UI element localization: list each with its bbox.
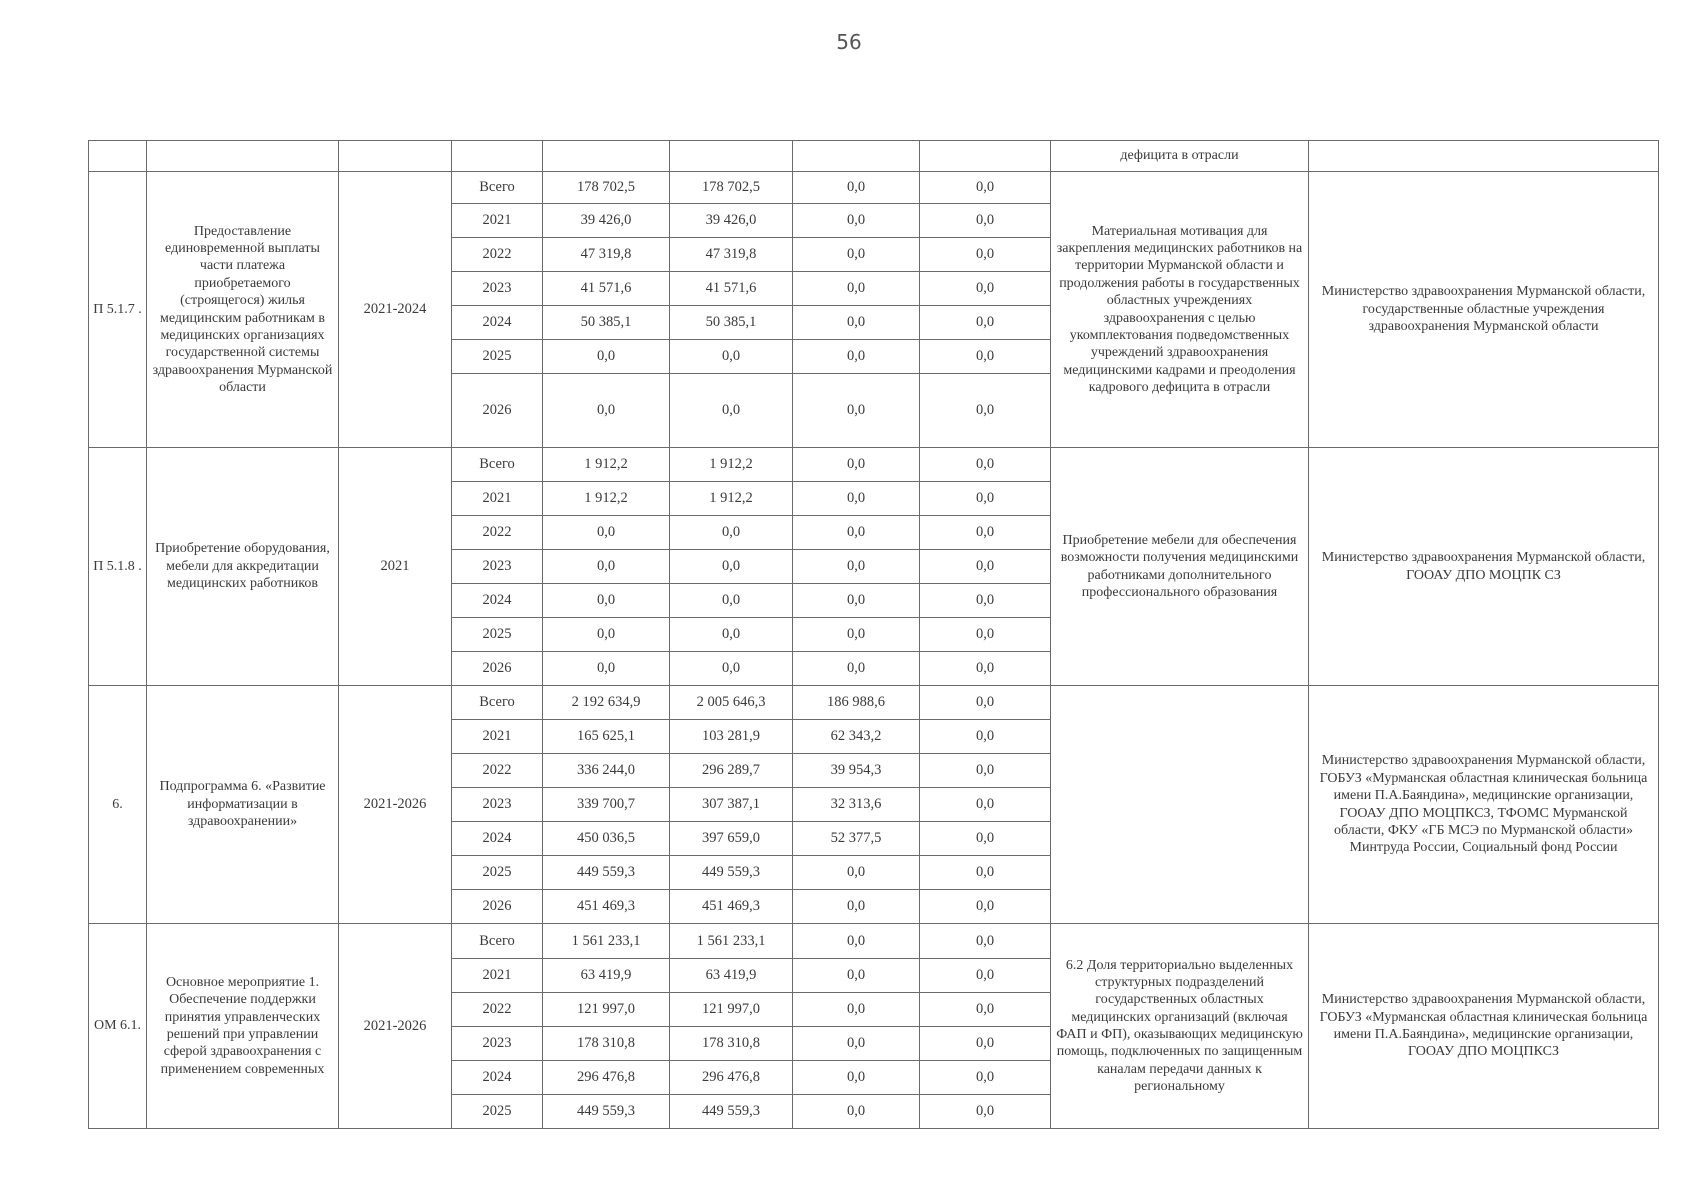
other-cell: 0,0 bbox=[920, 856, 1051, 890]
year-cell: 2023 bbox=[452, 272, 543, 306]
name-cell bbox=[147, 141, 339, 172]
section-name: Приобретение оборудования, мебели для аккредитации медицинских работников bbox=[147, 448, 339, 686]
total-cell: 336 244,0 bbox=[543, 754, 670, 788]
total-cell: 41 571,6 bbox=[543, 272, 670, 306]
regional-cell: 103 281,9 bbox=[670, 720, 793, 754]
regional-cell: 449 559,3 bbox=[670, 1095, 793, 1129]
table-row bbox=[89, 172, 1659, 204]
regional-cell: 41 571,6 bbox=[670, 272, 793, 306]
other-cell: 0,0 bbox=[920, 1027, 1051, 1061]
other-cell: 0,0 bbox=[920, 890, 1051, 924]
total-cell: 450 036,5 bbox=[543, 822, 670, 856]
regional-cell: 178 310,8 bbox=[670, 1027, 793, 1061]
section-executor: Министерство здравоохранения Мурманской области, государственные областные учреждения здравоохранения Мурманской области bbox=[1309, 172, 1659, 448]
federal-cell: 32 313,6 bbox=[793, 788, 920, 822]
section-result: Материальная мотивация для закрепления медицинских работников на территории Мурманской области и продолжения работы в государственных областных учреждениях здравоохранения с целью укомплектования подведомственных учреждений здравоохранения медицинскими кадрами и преодоления кадрового дефицита в отрасли bbox=[1051, 172, 1309, 448]
federal-cell: 0,0 bbox=[793, 374, 920, 448]
year-cell: 2024 bbox=[452, 822, 543, 856]
federal-cell: 0,0 bbox=[793, 924, 920, 959]
other-cell: 0,0 bbox=[920, 340, 1051, 374]
regional-cell: 0,0 bbox=[670, 550, 793, 584]
year-cell: Всего bbox=[452, 924, 543, 959]
year-cell: 2025 bbox=[452, 340, 543, 374]
other-cell: 0,0 bbox=[920, 448, 1051, 482]
other-cell: 0,0 bbox=[920, 720, 1051, 754]
regional-cell: 449 559,3 bbox=[670, 856, 793, 890]
page-number: 56 bbox=[836, 30, 862, 54]
other-cell: 0,0 bbox=[920, 306, 1051, 340]
year-cell: 2022 bbox=[452, 238, 543, 272]
federal-cell: 0,0 bbox=[793, 550, 920, 584]
other-cell: 0,0 bbox=[920, 516, 1051, 550]
year-cell bbox=[452, 141, 543, 172]
federal-cell: 39 954,3 bbox=[793, 754, 920, 788]
total-cell: 121 997,0 bbox=[543, 993, 670, 1027]
regional-cell: 1 561 233,1 bbox=[670, 924, 793, 959]
year-cell: 2021 bbox=[452, 959, 543, 993]
year-cell: 2024 bbox=[452, 1061, 543, 1095]
year-cell: 2026 bbox=[452, 890, 543, 924]
year-cell: 2021 bbox=[452, 482, 543, 516]
other-cell: 0,0 bbox=[920, 822, 1051, 856]
section-result: Приобретение мебели для обеспечения возможности получения медицинскими работниками дополнительного профессионального образования bbox=[1051, 448, 1309, 686]
year-cell: 2024 bbox=[452, 306, 543, 340]
regional-cell: 63 419,9 bbox=[670, 959, 793, 993]
other-cell: 0,0 bbox=[920, 924, 1051, 959]
total-cell: 47 319,8 bbox=[543, 238, 670, 272]
federal-cell: 0,0 bbox=[793, 584, 920, 618]
total-cell: 1 561 233,1 bbox=[543, 924, 670, 959]
total-cell: 339 700,7 bbox=[543, 788, 670, 822]
regional-cell bbox=[670, 141, 793, 172]
other-cell: 0,0 bbox=[920, 584, 1051, 618]
federal-cell: 0,0 bbox=[793, 204, 920, 238]
total-cell bbox=[543, 141, 670, 172]
federal-cell: 0,0 bbox=[793, 1095, 920, 1129]
other-cell: 0,0 bbox=[920, 238, 1051, 272]
other-cell bbox=[920, 141, 1051, 172]
federal-cell: 62 343,2 bbox=[793, 720, 920, 754]
continuation-row bbox=[89, 141, 1659, 172]
section-executor: Министерство здравоохранения Мурманской области, ГОБУЗ «Мурманская областная клиническая больница имени П.А.Баяндина», медицинские организации, ГООАУ ДПО МОЦПКСЗ, ТФОМС Мурманской области, ФКУ «ГБ МСЭ по Мурманской области» Минтруда России, Социальный фонд России bbox=[1309, 686, 1659, 924]
table-row bbox=[89, 686, 1659, 720]
federal-cell: 0,0 bbox=[793, 856, 920, 890]
section-result: 6.2 Доля территориально выделенных структурных подразделений государственных областных медицинских организаций (включая ФАП и ФП), оказывающих медицинскую помощь, подключенных по защищенным каналам передачи данных к региональному bbox=[1051, 924, 1309, 1129]
year-cell: 2022 bbox=[452, 754, 543, 788]
other-cell: 0,0 bbox=[920, 618, 1051, 652]
year-cell: Всего bbox=[452, 448, 543, 482]
regional-cell: 0,0 bbox=[670, 374, 793, 448]
other-cell: 0,0 bbox=[920, 1061, 1051, 1095]
section-period: 2021-2024 bbox=[339, 172, 452, 448]
other-cell: 0,0 bbox=[920, 172, 1051, 204]
section-code: П 5.1.7 . bbox=[89, 172, 147, 448]
regional-cell: 307 387,1 bbox=[670, 788, 793, 822]
year-cell: 2024 bbox=[452, 584, 543, 618]
section-name: Основное мероприятие 1. Обеспечение поддержки принятия управленческих решений при управлении сферой здравоохранения с применением современных bbox=[147, 924, 339, 1129]
federal-cell: 0,0 bbox=[793, 340, 920, 374]
federal-cell: 0,0 bbox=[793, 238, 920, 272]
regional-cell: 0,0 bbox=[670, 618, 793, 652]
total-cell: 449 559,3 bbox=[543, 856, 670, 890]
total-cell: 449 559,3 bbox=[543, 1095, 670, 1129]
table-row bbox=[89, 448, 1659, 482]
section-executor: Министерство здравоохранения Мурманской области, ГООАУ ДПО МОЦПК СЗ bbox=[1309, 448, 1659, 686]
other-cell: 0,0 bbox=[920, 686, 1051, 720]
total-cell: 165 625,1 bbox=[543, 720, 670, 754]
period-cell bbox=[339, 141, 452, 172]
federal-cell: 0,0 bbox=[793, 959, 920, 993]
other-cell: 0,0 bbox=[920, 754, 1051, 788]
federal-cell: 186 988,6 bbox=[793, 686, 920, 720]
total-cell: 0,0 bbox=[543, 516, 670, 550]
federal-cell: 0,0 bbox=[793, 516, 920, 550]
regional-cell: 397 659,0 bbox=[670, 822, 793, 856]
federal-cell: 0,0 bbox=[793, 306, 920, 340]
regional-cell: 39 426,0 bbox=[670, 204, 793, 238]
total-cell: 1 912,2 bbox=[543, 448, 670, 482]
year-cell: 2021 bbox=[452, 720, 543, 754]
section-code: 6. bbox=[89, 686, 147, 924]
year-cell: 2026 bbox=[452, 652, 543, 686]
section-code: П 5.1.8 . bbox=[89, 448, 147, 686]
year-cell: 2025 bbox=[452, 856, 543, 890]
table-row bbox=[89, 924, 1659, 959]
result-cell: дефицита в отрасли bbox=[1051, 141, 1309, 172]
regional-cell: 178 702,5 bbox=[670, 172, 793, 204]
regional-cell: 2 005 646,3 bbox=[670, 686, 793, 720]
other-cell: 0,0 bbox=[920, 550, 1051, 584]
year-cell: 2023 bbox=[452, 550, 543, 584]
federal-cell: 0,0 bbox=[793, 652, 920, 686]
section-code: ОМ 6.1. bbox=[89, 924, 147, 1129]
section-executor: Министерство здравоохранения Мурманской области, ГОБУЗ «Мурманская областная клиническая больница имени П.А.Баяндина», медицинские организации, ГООАУ ДПО МОЦПКСЗ bbox=[1309, 924, 1659, 1129]
total-cell: 0,0 bbox=[543, 584, 670, 618]
regional-cell: 1 912,2 bbox=[670, 482, 793, 516]
federal-cell: 0,0 bbox=[793, 172, 920, 204]
other-cell: 0,0 bbox=[920, 993, 1051, 1027]
year-cell: Всего bbox=[452, 686, 543, 720]
year-cell: 2023 bbox=[452, 1027, 543, 1061]
total-cell: 0,0 bbox=[543, 340, 670, 374]
total-cell: 0,0 bbox=[543, 652, 670, 686]
federal-cell bbox=[793, 141, 920, 172]
code-cell bbox=[89, 141, 147, 172]
year-cell: 2022 bbox=[452, 993, 543, 1027]
total-cell: 178 310,8 bbox=[543, 1027, 670, 1061]
regional-cell: 296 476,8 bbox=[670, 1061, 793, 1095]
section-period: 2021-2026 bbox=[339, 686, 452, 924]
section-period: 2021 bbox=[339, 448, 452, 686]
total-cell: 2 192 634,9 bbox=[543, 686, 670, 720]
executor-cell bbox=[1309, 141, 1659, 172]
total-cell: 1 912,2 bbox=[543, 482, 670, 516]
federal-cell: 0,0 bbox=[793, 1061, 920, 1095]
other-cell: 0,0 bbox=[920, 204, 1051, 238]
year-cell: 2023 bbox=[452, 788, 543, 822]
federal-cell: 52 377,5 bbox=[793, 822, 920, 856]
total-cell: 0,0 bbox=[543, 374, 670, 448]
regional-cell: 296 289,7 bbox=[670, 754, 793, 788]
total-cell: 50 385,1 bbox=[543, 306, 670, 340]
year-cell: 2021 bbox=[452, 204, 543, 238]
year-cell: 2025 bbox=[452, 618, 543, 652]
total-cell: 178 702,5 bbox=[543, 172, 670, 204]
section-period: 2021-2026 bbox=[339, 924, 452, 1129]
year-cell: Всего bbox=[452, 172, 543, 204]
total-cell: 0,0 bbox=[543, 550, 670, 584]
other-cell: 0,0 bbox=[920, 272, 1051, 306]
federal-cell: 0,0 bbox=[793, 482, 920, 516]
federal-cell: 0,0 bbox=[793, 993, 920, 1027]
federal-cell: 0,0 bbox=[793, 890, 920, 924]
year-cell: 2025 bbox=[452, 1095, 543, 1129]
program-table bbox=[88, 140, 1659, 1129]
other-cell: 0,0 bbox=[920, 959, 1051, 993]
federal-cell: 0,0 bbox=[793, 272, 920, 306]
other-cell: 0,0 bbox=[920, 1095, 1051, 1129]
other-cell: 0,0 bbox=[920, 652, 1051, 686]
regional-cell: 47 319,8 bbox=[670, 238, 793, 272]
regional-cell: 0,0 bbox=[670, 652, 793, 686]
total-cell: 451 469,3 bbox=[543, 890, 670, 924]
other-cell: 0,0 bbox=[920, 374, 1051, 448]
section-result bbox=[1051, 686, 1309, 924]
total-cell: 296 476,8 bbox=[543, 1061, 670, 1095]
regional-cell: 0,0 bbox=[670, 584, 793, 618]
section-name: Предоставление единовременной выплаты части платежа приобретаемого (строящегося) жилья медицинским работникам в медицинских организациях государственной системы здравоохранения Мурманской области bbox=[147, 172, 339, 448]
regional-cell: 0,0 bbox=[670, 516, 793, 550]
regional-cell: 121 997,0 bbox=[670, 993, 793, 1027]
total-cell: 63 419,9 bbox=[543, 959, 670, 993]
other-cell: 0,0 bbox=[920, 788, 1051, 822]
year-cell: 2022 bbox=[452, 516, 543, 550]
regional-cell: 50 385,1 bbox=[670, 306, 793, 340]
federal-cell: 0,0 bbox=[793, 618, 920, 652]
year-cell: 2026 bbox=[452, 374, 543, 448]
federal-cell: 0,0 bbox=[793, 448, 920, 482]
regional-cell: 1 912,2 bbox=[670, 448, 793, 482]
section-name: Подпрограмма 6. «Развитие информатизации в здравоохранении» bbox=[147, 686, 339, 924]
total-cell: 39 426,0 bbox=[543, 204, 670, 238]
federal-cell: 0,0 bbox=[793, 1027, 920, 1061]
total-cell: 0,0 bbox=[543, 618, 670, 652]
other-cell: 0,0 bbox=[920, 482, 1051, 516]
regional-cell: 0,0 bbox=[670, 340, 793, 374]
regional-cell: 451 469,3 bbox=[670, 890, 793, 924]
